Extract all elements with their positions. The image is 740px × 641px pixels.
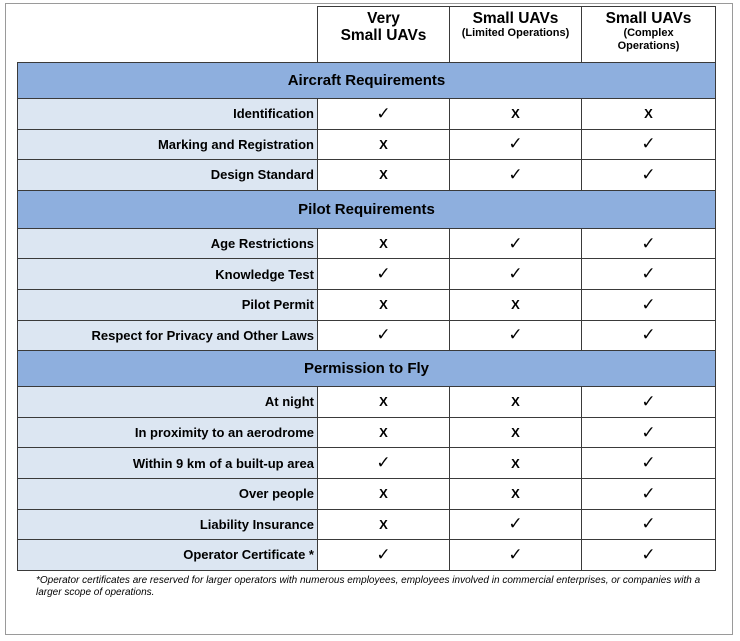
row-label: Age Restrictions <box>18 228 318 259</box>
column-header-small-complex <box>582 7 716 63</box>
requirement-cell <box>582 160 716 191</box>
requirement-cell <box>582 540 716 571</box>
table-row <box>18 540 716 571</box>
requirement-cell <box>582 320 716 351</box>
table-row <box>18 387 716 418</box>
row-label: Within 9 km of a built-up area <box>18 448 318 479</box>
x-mark-icon: X <box>379 394 388 410</box>
column-header-very-small <box>318 7 450 63</box>
checkmark-icon: ✓ <box>641 453 656 473</box>
requirement-cell <box>318 387 450 418</box>
requirement-cell <box>582 289 716 320</box>
corner-cell <box>18 7 318 63</box>
row-label: Pilot Permit <box>18 289 318 320</box>
column-header-small-limited <box>450 7 582 63</box>
x-mark-icon: X <box>511 455 520 471</box>
column-subtitle: Operations) <box>617 40 680 52</box>
table-row <box>18 478 716 509</box>
section-title: Aircraft Requirements <box>18 63 716 99</box>
requirement-cell <box>582 99 716 130</box>
requirement-cell <box>450 228 582 259</box>
requirement-cell <box>318 259 450 290</box>
checkmark-icon: ✓ <box>376 544 391 564</box>
checkmark-icon: ✓ <box>641 294 656 314</box>
requirement-cell <box>450 509 582 540</box>
x-mark-icon: X <box>379 167 388 183</box>
row-label: Marking and Registration <box>18 129 318 160</box>
requirement-cell <box>450 448 582 479</box>
x-mark-icon: X <box>379 297 388 313</box>
checkmark-icon: ✓ <box>641 164 656 184</box>
column-title-line: Very <box>367 10 400 27</box>
checkmark-icon: ✓ <box>508 233 523 253</box>
requirement-cell <box>450 289 582 320</box>
requirement-cell <box>318 320 450 351</box>
column-subtitle: (Limited Operations) <box>461 27 570 39</box>
column-title-line: Small UAVs <box>340 27 427 44</box>
section-header-row <box>18 190 716 228</box>
requirement-cell <box>450 99 582 130</box>
requirement-cell <box>318 99 450 130</box>
row-label: Knowledge Test <box>18 259 318 290</box>
column-title-line: Small UAVs <box>605 10 692 27</box>
checkmark-icon: ✓ <box>376 325 391 345</box>
table-row <box>18 99 716 130</box>
x-mark-icon: X <box>379 486 388 502</box>
requirement-cell <box>318 160 450 191</box>
section-title: Permission to Fly <box>18 351 716 387</box>
column-header-row <box>18 7 716 63</box>
checkmark-icon: ✓ <box>508 164 523 184</box>
requirement-cell <box>582 129 716 160</box>
requirement-cell <box>318 289 450 320</box>
row-label: Respect for Privacy and Other Laws <box>18 320 318 351</box>
table-row <box>18 448 716 479</box>
requirement-cell <box>582 509 716 540</box>
x-mark-icon: X <box>379 425 388 441</box>
requirement-cell <box>318 540 450 571</box>
requirement-cell <box>450 478 582 509</box>
footnote: *Operator certificates are reserved for larger operators with numerous employees, employees involved in commercial enterprises, or companies with a larger scope of operations. <box>36 575 701 598</box>
requirement-cell <box>582 259 716 290</box>
requirement-cell <box>318 509 450 540</box>
checkmark-icon: ✓ <box>376 264 391 284</box>
x-mark-icon: X <box>511 425 520 441</box>
requirement-cell <box>450 320 582 351</box>
checkmark-icon: ✓ <box>641 514 656 534</box>
requirement-cell <box>450 259 582 290</box>
requirement-cell <box>450 417 582 448</box>
checkmark-icon: ✓ <box>641 544 656 564</box>
row-label: Over people <box>18 478 318 509</box>
checkmark-icon: ✓ <box>508 325 523 345</box>
requirement-cell <box>582 417 716 448</box>
checkmark-icon: ✓ <box>641 233 656 253</box>
x-mark-icon: X <box>511 297 520 313</box>
checkmark-icon: ✓ <box>641 422 656 442</box>
checkmark-icon: ✓ <box>641 483 656 503</box>
uav-requirements-table <box>17 6 716 571</box>
requirement-cell <box>318 417 450 448</box>
requirement-cell <box>318 478 450 509</box>
table-row <box>18 160 716 191</box>
section-header-row <box>18 351 716 387</box>
checkmark-icon: ✓ <box>641 134 656 154</box>
row-label: Liability Insurance <box>18 509 318 540</box>
section-title: Pilot Requirements <box>18 190 716 228</box>
checkmark-icon: ✓ <box>376 103 391 123</box>
requirement-cell <box>450 129 582 160</box>
row-label: In proximity to an aerodrome <box>18 417 318 448</box>
requirement-cell <box>318 129 450 160</box>
x-mark-icon: X <box>379 136 388 152</box>
requirement-cell <box>582 228 716 259</box>
section-header-row <box>18 63 716 99</box>
checkmark-icon: ✓ <box>376 453 391 473</box>
x-mark-icon: X <box>379 236 388 252</box>
table-row <box>18 320 716 351</box>
x-mark-icon: X <box>379 516 388 532</box>
table-row <box>18 509 716 540</box>
requirement-cell <box>450 387 582 418</box>
column-title-line: Small UAVs <box>472 10 559 27</box>
requirement-cell <box>582 478 716 509</box>
requirement-cell <box>582 387 716 418</box>
requirement-cell <box>582 448 716 479</box>
row-label: Operator Certificate * <box>18 540 318 571</box>
checkmark-icon: ✓ <box>508 544 523 564</box>
checkmark-icon: ✓ <box>508 264 523 284</box>
row-label: Design Standard <box>18 160 318 191</box>
table-row <box>18 417 716 448</box>
x-mark-icon: X <box>511 394 520 410</box>
row-label: Identification <box>18 99 318 130</box>
checkmark-icon: ✓ <box>641 264 656 284</box>
requirement-cell <box>450 160 582 191</box>
table-row <box>18 289 716 320</box>
requirement-cell <box>318 228 450 259</box>
table-row <box>18 259 716 290</box>
requirement-cell <box>318 448 450 479</box>
requirement-cell <box>450 540 582 571</box>
row-label: At night <box>18 387 318 418</box>
x-mark-icon: X <box>511 486 520 502</box>
checkmark-icon: ✓ <box>641 325 656 345</box>
table-row <box>18 129 716 160</box>
table-row <box>18 228 716 259</box>
checkmark-icon: ✓ <box>641 391 656 411</box>
x-mark-icon: X <box>511 106 520 122</box>
x-mark-icon: X <box>644 106 653 122</box>
checkmark-icon: ✓ <box>508 134 523 154</box>
column-subtitle: (Complex <box>623 27 674 39</box>
checkmark-icon: ✓ <box>508 514 523 534</box>
